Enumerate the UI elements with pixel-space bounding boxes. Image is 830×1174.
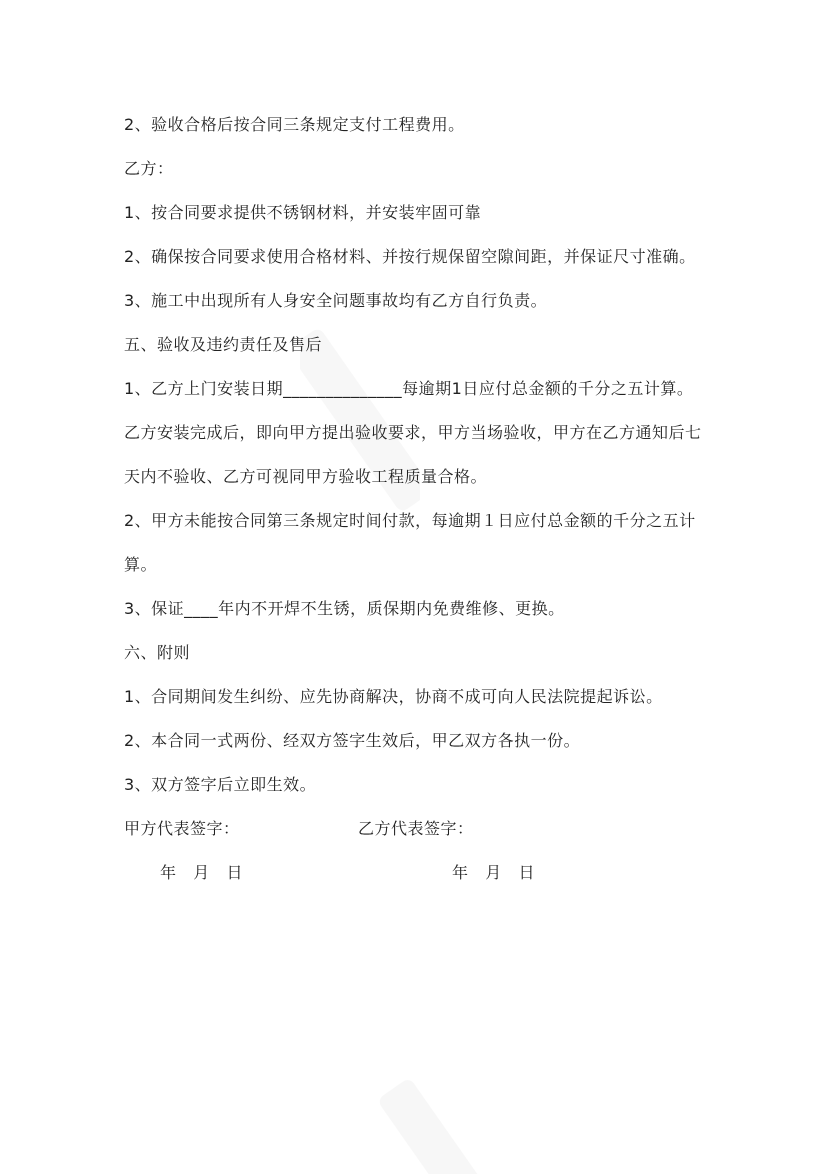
clause-line: 3、双方签字后立即生效。: [124, 775, 317, 794]
clause-line: 2、确保按合同要求使用合格材料、并按行规保留空隙间距，并保证尺寸准确。: [124, 247, 696, 266]
party-b-date: 年 月 日: [452, 863, 536, 882]
clause-line: 1、按合同要求提供不锈钢材料，并安装牢固可靠: [124, 203, 482, 222]
clause-line: 算。: [124, 555, 158, 574]
clause-line: 1、乙方上门安装日期______________每逾期1日应付总金额的千分之五计算。: [124, 379, 694, 398]
clause-line: 2、验收合格后按合同三条规定支付工程费用。: [124, 115, 465, 134]
clause-line: 3、施工中出现所有人身安全问题事故均有乙方自行负责。: [124, 291, 548, 310]
watermark-logo-icon: [360, 1080, 480, 1174]
clause-line: 3、保证____年内不开焊不生锈，质保期内免费维修、更换。: [124, 599, 565, 618]
party-a-date: 年 月 日: [160, 863, 244, 882]
clause-line: 2、本合同一式两份、经双方签字生效后，甲乙双方各执一份。: [124, 731, 581, 750]
section-heading-appendix: 六、附则: [124, 643, 191, 662]
section-heading-party-b: 乙方：: [124, 159, 174, 178]
party-a-signature-label: 甲方代表签字：: [124, 819, 240, 838]
section-heading-acceptance: 五、验收及违约责任及售后: [124, 335, 323, 354]
clause-line: 乙方安装完成后，即向甲方提出验收要求，甲方当场验收，甲方在乙方通知后七: [124, 423, 702, 442]
clause-line: 天内不验收、乙方可视同甲方验收工程质量合格。: [124, 467, 488, 486]
party-b-signature-label: 乙方代表签字：: [358, 819, 474, 838]
clause-line: 2、甲方未能按合同第三条规定时间付款，每逾期１日应付总金额的千分之五计: [124, 511, 696, 530]
clause-line: 1、合同期间发生纠纷、应先协商解决，协商不成可向人民法院提起诉讼。: [124, 687, 663, 706]
